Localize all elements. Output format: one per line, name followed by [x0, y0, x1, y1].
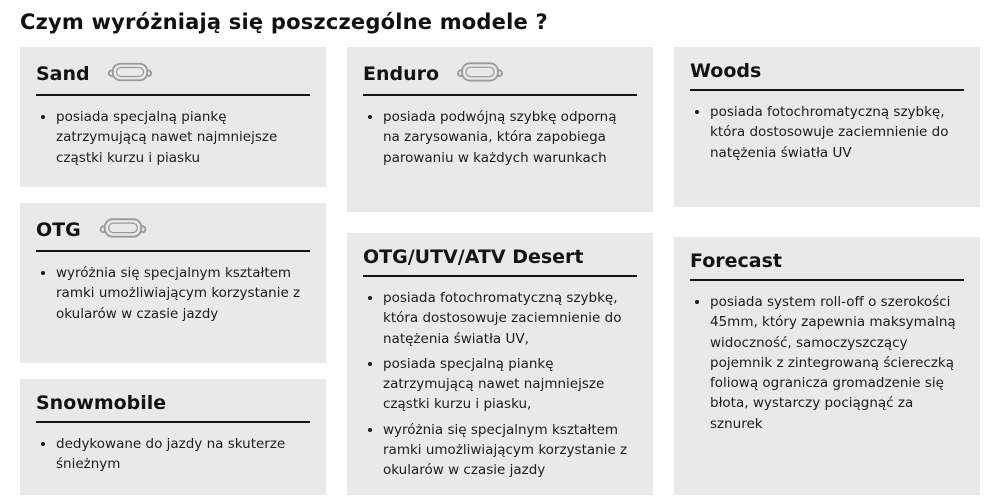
feature-list [369, 288, 637, 480]
card-title: OTG/UTV/ATV Desert [363, 246, 584, 268]
feature-list [696, 102, 964, 163]
column-1 [20, 47, 326, 495]
card-header [690, 250, 964, 281]
feature-item: • posiada fotochromatyczną szybkę, która dostosowuje zaciemnienie do natężenia światła UV [710, 102, 964, 163]
card-title: Enduro [363, 62, 440, 85]
feature-item: • posiada system roll-off o szerokości 45mm, który zapewnia maksymalną widoczność, samoczyszczący pojemnik z zintegrowaną ściereczką foliową ogranicza gromadzenie się błota, wystarczy pociągnąć za sznurek [710, 292, 964, 434]
feature-list [42, 107, 310, 168]
card-header [36, 216, 310, 252]
card-header [36, 392, 310, 423]
card-title: Snowmobile [36, 392, 167, 414]
card-header [690, 60, 964, 91]
page-title: Czym wyróżniają się poszczególne modele ? [20, 10, 548, 34]
model-card-snowmobile [20, 379, 326, 495]
feature-item: • posiada podwójną szybkę odporną na zarysowania, która zapobiega parowaniu w każdych warunkach [383, 107, 637, 168]
feature-list [696, 292, 964, 434]
feature-item: • posiada fotochromatyczną szybkę, która dostosowuje zaciemnienie do natężenia światła UV, [383, 288, 637, 349]
column-2 [347, 47, 653, 495]
feature-item: • wyróżnia się specjalnym kształtem ramki umożliwiającym korzystanie z okularów w czasie jazdy [56, 263, 310, 324]
feature-item: • wyróżnia się specjalnym kształtem ramki umożliwiającym korzystanie z okularów w czasie jazdy [383, 420, 637, 481]
card-header [363, 246, 637, 277]
cards-grid [20, 47, 980, 495]
model-card-otg [20, 203, 326, 363]
feature-list [369, 107, 637, 168]
card-title: Woods [690, 60, 762, 82]
feature-list [42, 263, 310, 324]
model-card-forecast [674, 237, 980, 495]
feature-list [42, 434, 310, 475]
card-header [36, 60, 310, 96]
card-title: Forecast [690, 250, 782, 272]
card-header [363, 60, 637, 96]
model-card-enduro [347, 47, 653, 212]
feature-item: • posiada specjalną piankę zatrzymującą nawet najmniejsze cząstki kurzu i piasku, [383, 354, 637, 415]
goggles-icon [455, 60, 505, 87]
card-title: Sand [36, 62, 90, 85]
feature-item: • posiada specjalną piankę zatrzymującą nawet najmniejsze cząstki kurzu i piasku [56, 107, 310, 168]
model-card-sand [20, 47, 326, 187]
model-card-otg-utv-atv-desert [347, 233, 653, 495]
card-title: OTG [36, 218, 81, 241]
goggles-icon [97, 216, 149, 243]
model-card-woods [674, 47, 980, 207]
feature-item: • dedykowane do jazdy na skuterze śnieżnym [56, 434, 310, 475]
column-3 [674, 47, 980, 495]
goggles-icon [106, 60, 154, 87]
